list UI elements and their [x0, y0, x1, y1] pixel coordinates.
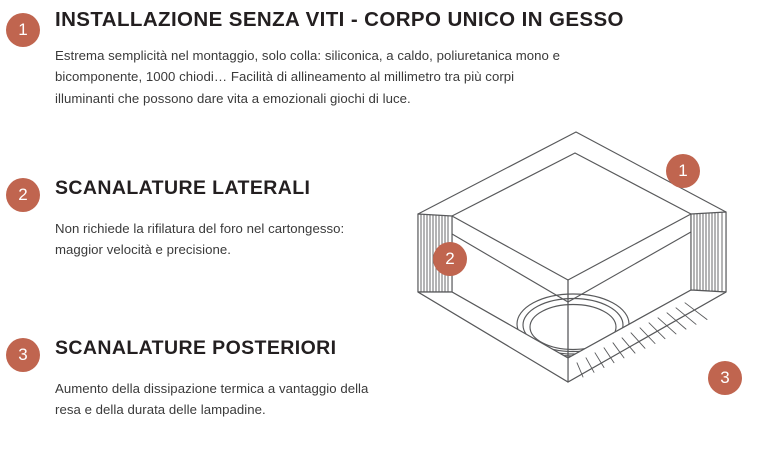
feature-title-3: SCANALATURE POSTERIORI [55, 337, 337, 359]
cavity-opening [452, 153, 691, 280]
feature-body-1: Estrema semplicità nel montaggio, solo colla: siliconica, a caldo, poliuretanica mono e bicomponente, 1000 chiodi… Facilità di allineamento al millimetro tra più corpi illuminanti che possono dare vita a emozionali giochi di luce. [55, 48, 560, 106]
feature-body-2: Non richiede la rifilatura del foro nel cartongesso: maggior velocità e precisione. [55, 221, 345, 258]
feature-number-badge-3: 3 [6, 338, 40, 372]
bottom-left-face [418, 292, 568, 382]
figure-callout-3: 3 [708, 361, 742, 395]
footer-spacer [0, 442, 766, 450]
feature-number-badge-1: 1 [6, 13, 40, 47]
feature-number-badge-2: 2 [6, 178, 40, 212]
product-technical-drawing [378, 96, 766, 426]
feature-title-1: INSTALLAZIONE SENZA VITI - CORPO UNICO IN GESSO [55, 8, 624, 31]
feature-body-3: Aumento della dissipazione termica a vantaggio della resa e della durata delle lampadine. [55, 381, 369, 418]
right-groove-panel [691, 212, 726, 292]
feature-title-2: SCANALATURE LATERALI [55, 177, 311, 199]
figure-callout-2: 2 [433, 242, 467, 276]
figure-callout-1: 1 [666, 154, 700, 188]
